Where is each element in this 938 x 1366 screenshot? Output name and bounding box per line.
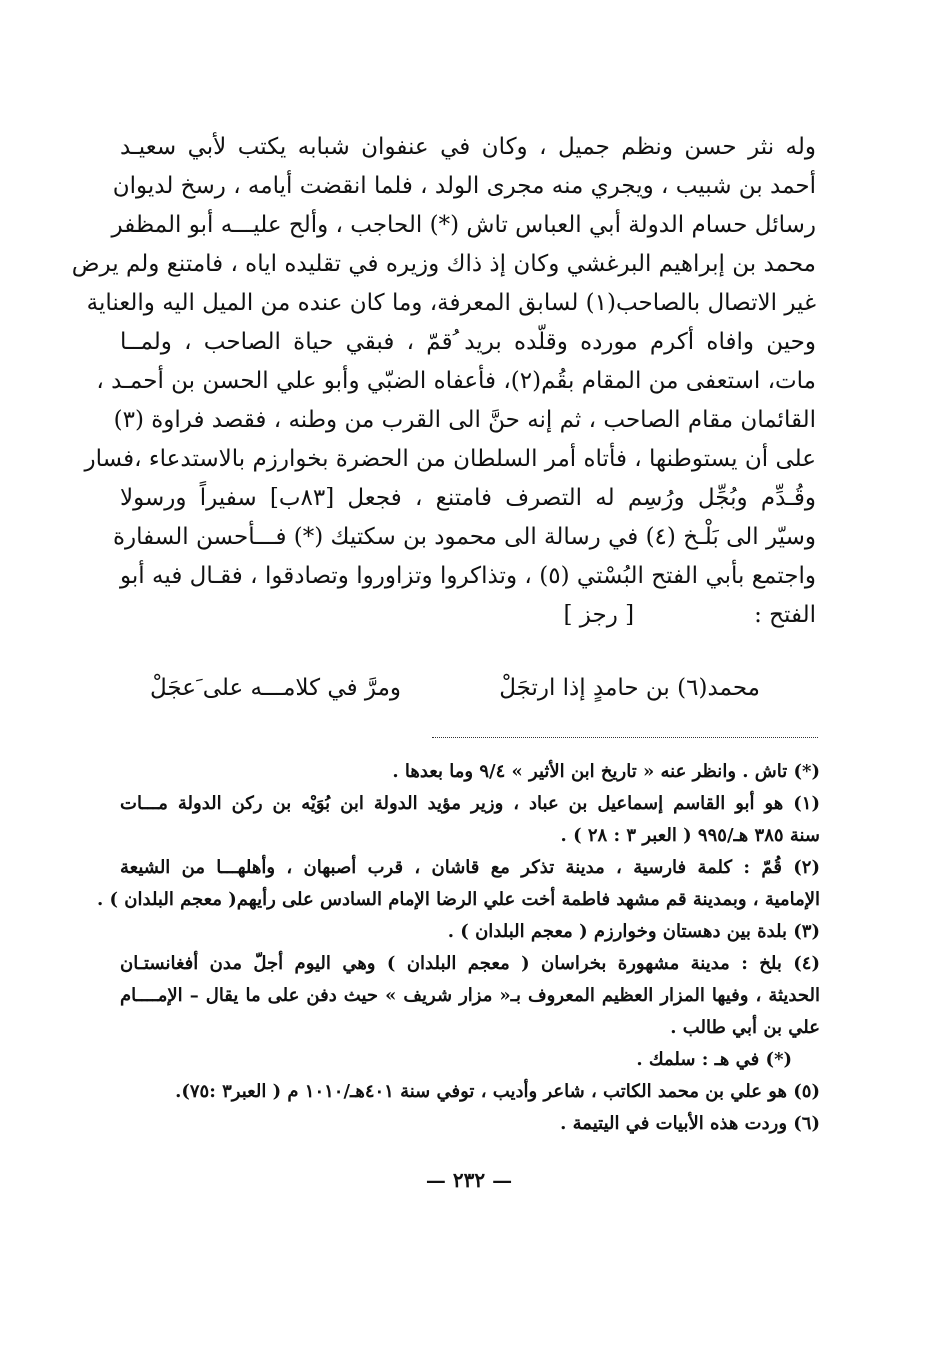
footnote: (*) في هـ : سلمك . [636, 1049, 792, 1070]
footnote: (٤) بلخ : مدينة مشهورة بخراسان ( معجم البلدان ) وهي اليوم أجلّ مدن أفغانستـان [120, 953, 820, 974]
footnote: (٥) هو علي بن محمد الكاتب ، شاعر وأديب ، توفي سنة ٤٠١هـ/١٠١٠ م ( العبر٣ :٧٥). [175, 1081, 820, 1102]
body-line: محمد بن إبراهيم البرغشي وكان إذ ذاك وزيره في تقليده اياه ، فامتنع ولم يرض [71, 251, 816, 277]
body-line-with-meter [120, 596, 816, 635]
footnote-continuation: سنة ٣٨٥ هـ/٩٩٥ ( العبر ٣ : ٢٨ ) . [560, 825, 820, 846]
body-line: وسيّر الى بَلْـخ (٤) في رسالة الى محمود بن سكتيك (*) فـــأحسن السفارة [112, 524, 816, 550]
body-line: غير الاتصال بالصاحب(١) لسابق المعرفة، وما كان عنده من الميل اليه والعناية [86, 290, 816, 316]
main-text [71, 128, 816, 635]
footnote-separator [432, 737, 818, 738]
body-line: وله نثر حسن ونظم جميل ، وكان في عنفوان شبابه يكتب لأبي سعيـد [120, 134, 816, 160]
meter-label: [ رجز ] [563, 602, 635, 628]
body-line: مات، استعفى من المقام بقُم(٢)، فأعفاه الضبّي وأبو علي الحسن بن أحمـد ، [96, 368, 816, 394]
body-line: الفتح : [754, 602, 816, 628]
body-line: على أن يستوطنها ، فأتاه أمر السلطان من الحضرة بخوارزم بالاستدعاء ،فسار [84, 446, 816, 472]
footnote: (٣) بلدة بين دهستان وخوارزم ( معجم البلدان ) . [447, 921, 820, 942]
footnote: (٦) وردت هذه الأبيات في اليتيمة . [560, 1113, 820, 1134]
body-line: واجتمع بأبي الفتح البُسْتي (٥) ، وتذاكروا وتزاوروا وتصادقوا ، فقـال فيه أبو [120, 563, 816, 589]
body-line: القائمان مقام الصاحب ، ثم إنه حنَّ الى القرب من وطنه ، فقصد فراوة (٣) [113, 407, 816, 433]
verse-hemistich-first: محمد(٦) بن حامدٍ إذا ارتجَلْ [499, 675, 760, 701]
footnote: (١) هو أبو القاسم إسماعيل بن عباد ، وزير مؤيد الدولة ابن بُوَيْه بن ركن الدولة مـــات [120, 793, 820, 814]
footnotes [96, 756, 820, 1140]
verse-hemistich-second: ومرَّ في كلامـــه على َعجَلْ [150, 675, 401, 701]
footnote-continuation: الإمامية ، وبمدينة قم مشهد فاطمة أخت علي الرضا الإمام السادس على رأيهم( معجم البلدان ) . [96, 889, 820, 910]
poem-verse [150, 668, 760, 708]
page-number: — ٢٣٢ — [425, 1168, 513, 1192]
footnote-continuation: الحديثة ، وفيها المزار العظيم المعروف بـ« مزار شريف » حيث دفن على ما يقال – الإمــــام [120, 985, 820, 1006]
body-line: رسائل حسام الدولة أبي العباس تاش (*) الحاجب ، وألح عليـــه أبو المظفر [111, 212, 816, 238]
body-line: وحين وافاه أكرم مورده وقلّده بريد ُقمّ ، فبقي حياة الصاحب ، ولمــا [120, 329, 816, 355]
footnote: (*) تاش . وانظر عنه « تاريخ ابن الأثير » ٩/٤ وما بعدها . [392, 761, 820, 782]
footnote-continuation: علي بن أبي طالب . [670, 1017, 820, 1038]
footnote: (٢) قُمّ : كلمة فارسية ، مدينة تذكر مع قاشان ، قرب أصبهان ، وأهلهـــا من الشيعة [120, 857, 820, 878]
body-line: أحمد بن شبيب ، ويجري منه مجرى الولد ، فلما انقضت أيامه ، رسخ لديوان [112, 173, 816, 199]
body-line: وقُـدِّم وبُجِّل ورُسِم له التصرف فامتنع ، فجعل [٨٣ب] سفيراً ورسولا [120, 485, 816, 511]
